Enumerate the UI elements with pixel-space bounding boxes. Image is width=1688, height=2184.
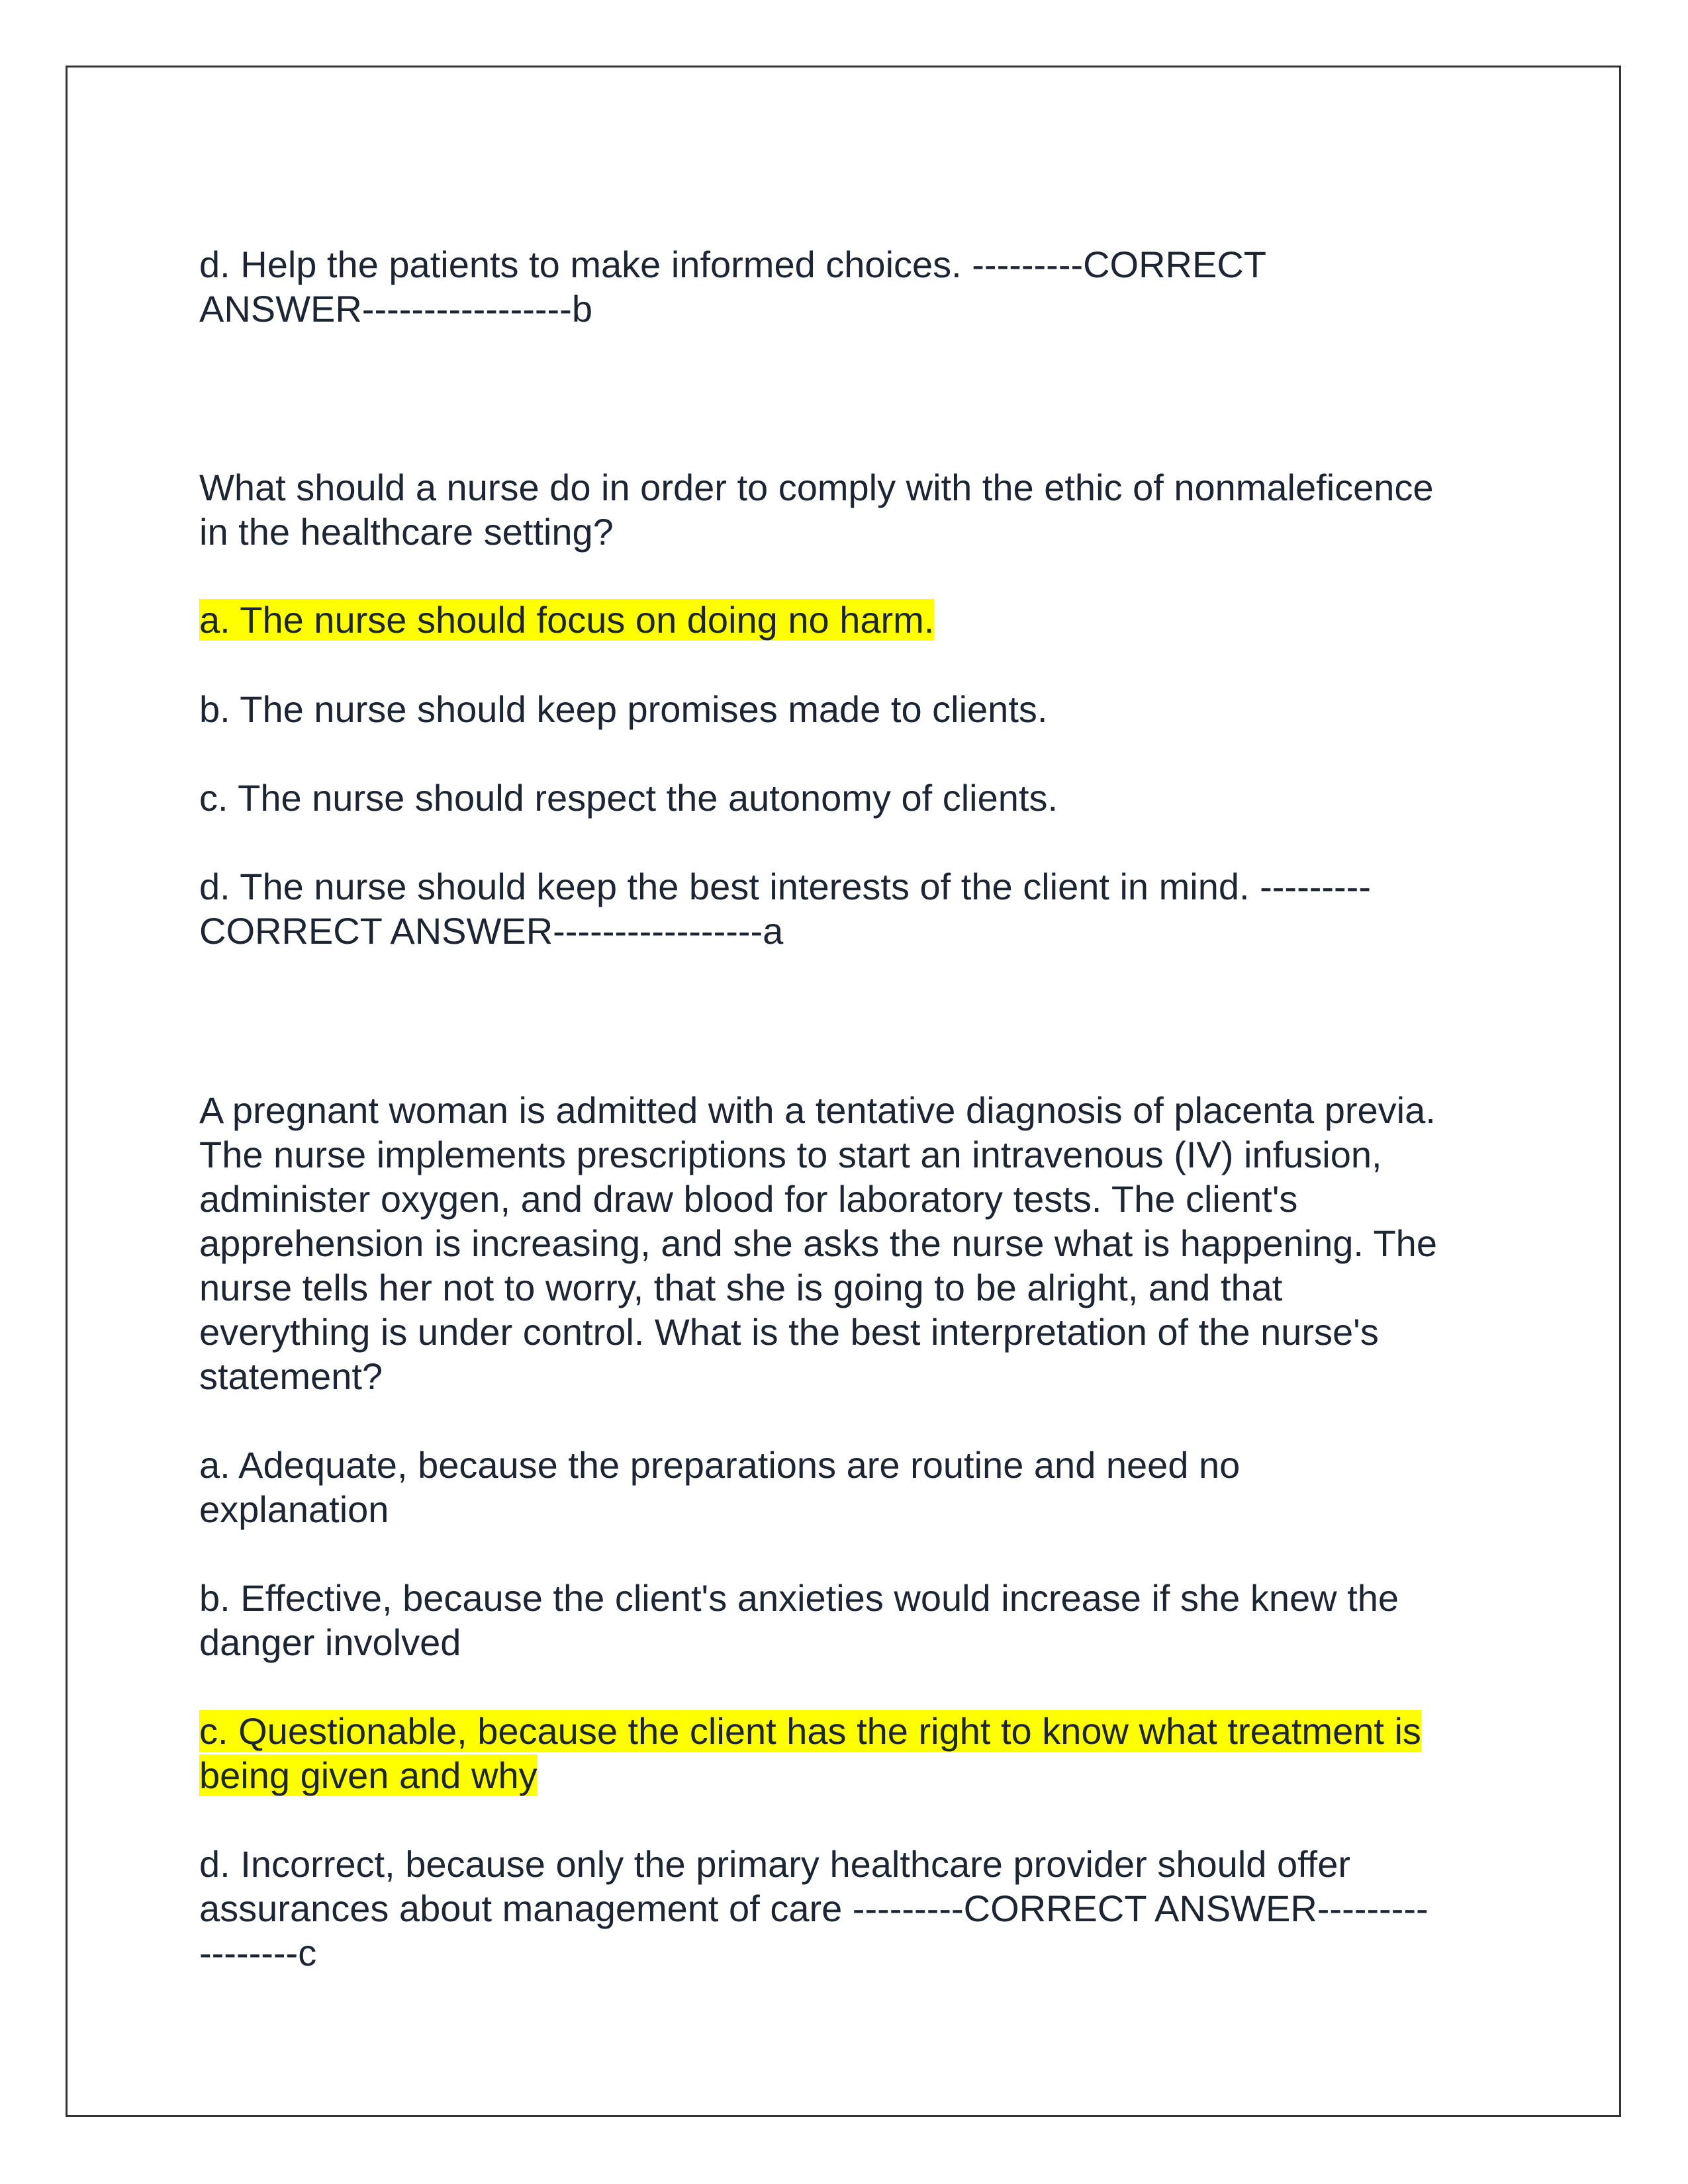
q3-question-line: administer oxygen, and draw blood for laboratory tests. The client's (199, 1178, 1298, 1220)
q1-option-d-line1: d. Help the patients to make informed choices. ---------CORRECT (199, 244, 1266, 285)
q3-question-line: everything is under control. What is the best interpretation of the nurse's (199, 1311, 1379, 1353)
q3-question-line: apprehension is increasing, and she asks the nurse what is happening. The (199, 1222, 1437, 1264)
q3-option-c-line1 (199, 1709, 1421, 1753)
q2-option-a-highlight: a. The nurse should focus on doing no harm. (199, 599, 935, 641)
q3-question-line: A pregnant woman is admitted with a tentative diagnosis of placenta previa. (199, 1089, 1436, 1131)
q3-question-line: The nurse implements prescriptions to start an intravenous (IV) infusion, (199, 1134, 1382, 1175)
q3-question-line: nurse tells her not to worry, that she is going to be alright, and that (199, 1267, 1283, 1308)
q3-option-c-highlight: c. Questionable, because the client has the right to know what treatment is (199, 1710, 1421, 1752)
q3-option-a-line1: a. Adequate, because the preparations are routine and need no (199, 1444, 1241, 1486)
q2-option-b: b. The nurse should keep promises made to clients. (199, 688, 1048, 730)
q1-option-d-line2: ANSWER-----------------b (199, 288, 592, 330)
q3-option-c-highlight: being given and why (199, 1754, 538, 1796)
q3-option-d-line3: --------c (199, 1932, 317, 1974)
q2-option-d-line2: CORRECT ANSWER-----------------a (199, 910, 784, 952)
q2-question-line2: in the healthcare setting? (199, 511, 614, 553)
q2-option-c: c. The nurse should respect the autonomy of clients. (199, 777, 1058, 819)
q3-option-b-line2: danger involved (199, 1621, 461, 1663)
q3-option-d-line1: d. Incorrect, because only the primary healthcare provider should offer (199, 1843, 1351, 1885)
q2-option-d-line1: d. The nurse should keep the best interests of the client in mind. --------- (199, 866, 1371, 907)
q3-option-d-line2: assurances about management of care ---------CORRECT ANSWER--------- (199, 1888, 1429, 1929)
q3-option-b-line1: b. Effective, because the client's anxieties would increase if she knew the (199, 1577, 1399, 1619)
q3-option-c-line2 (199, 1753, 538, 1797)
q2-option-a (199, 598, 934, 642)
q2-question-line1: What should a nurse do in order to comply with the ethic of nonmaleficence (199, 467, 1434, 508)
q3-question-line: statement? (199, 1355, 383, 1397)
q3-option-a-line2: explanation (199, 1488, 389, 1530)
